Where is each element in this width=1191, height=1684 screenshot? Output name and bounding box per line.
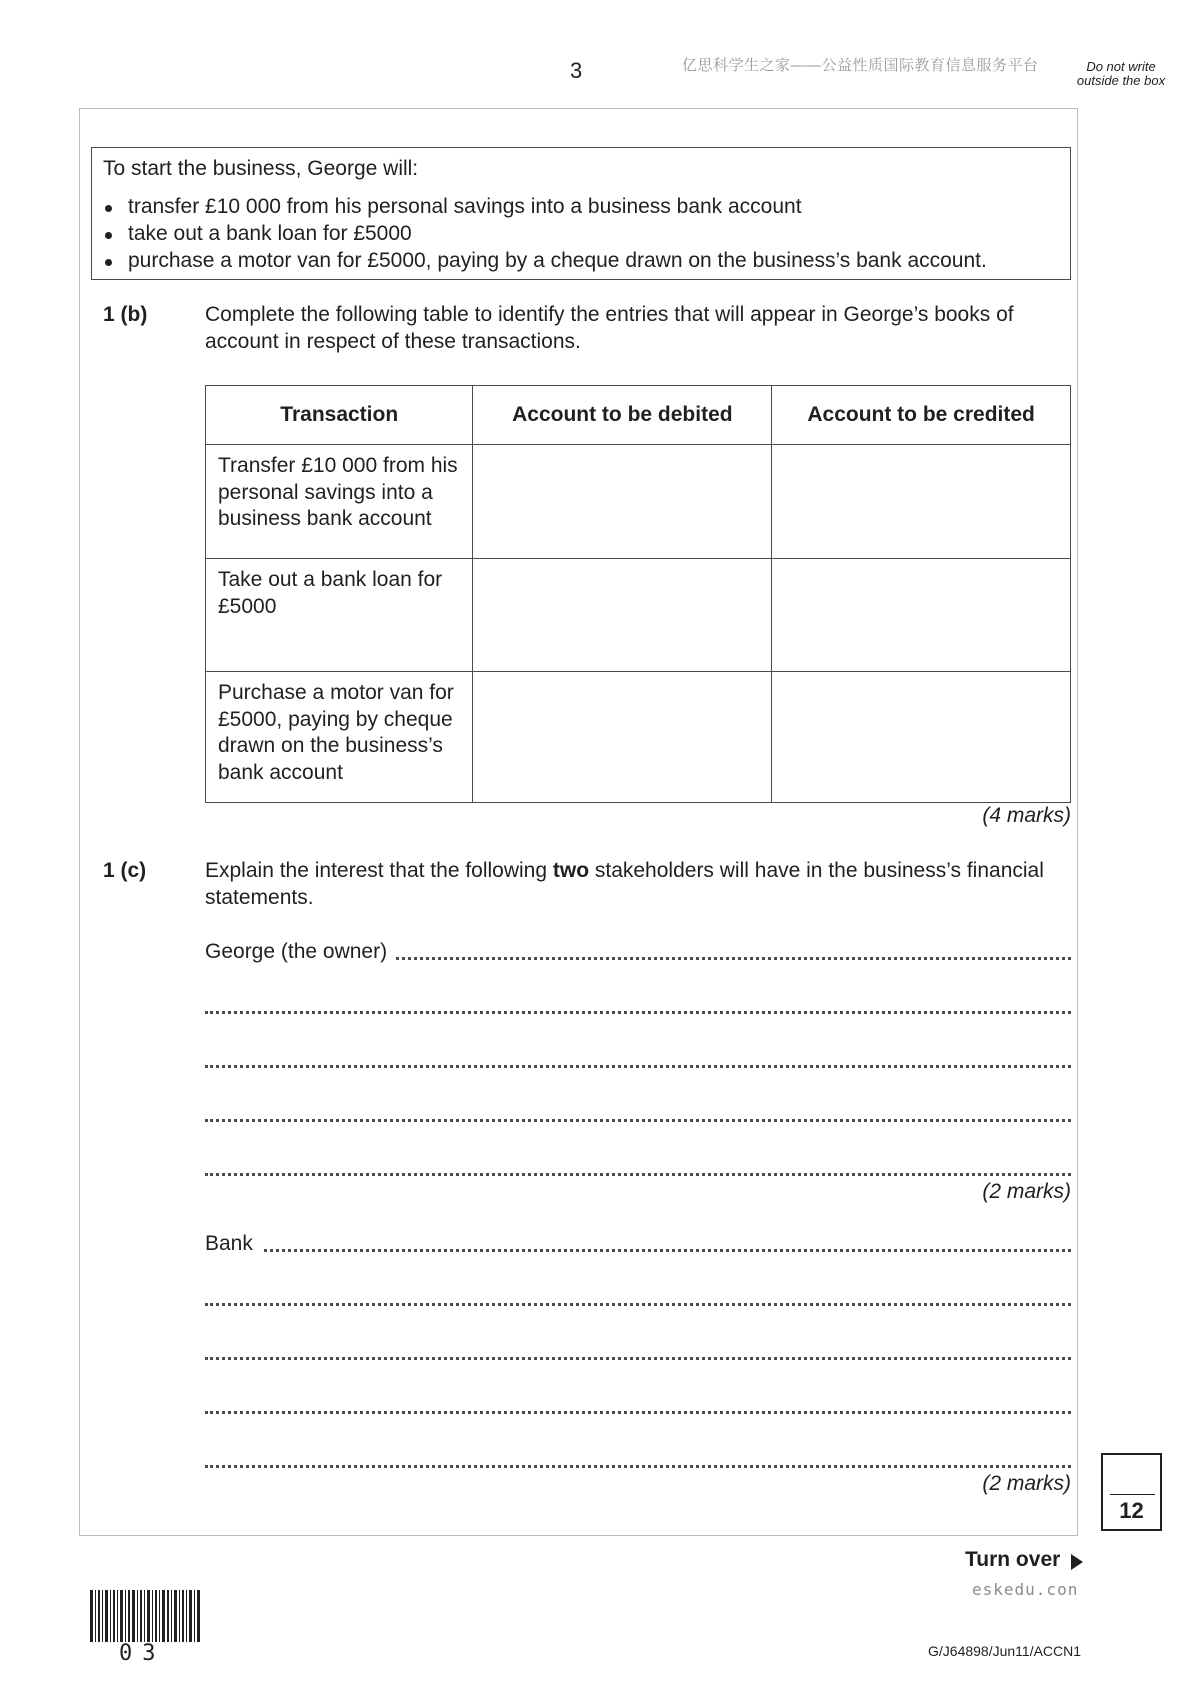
question-text-1c-emphasis: two	[552, 859, 590, 882]
column-header-debited: Account to be debited	[473, 386, 772, 445]
marks-1b: (4 marks)	[982, 804, 1071, 827]
transaction-cell: Purchase a motor van for £5000, paying by cheque drawn on the business’s bank account	[206, 672, 473, 803]
stakeholder-label-bank: Bank	[205, 1232, 261, 1256]
document-code: G/J64898/Jun11/ACCN1	[928, 1643, 1082, 1659]
marks-1c-bank: (2 marks)	[982, 1472, 1071, 1495]
answer-line[interactable]	[205, 1007, 1071, 1014]
debit-answer-cell[interactable]	[473, 445, 772, 559]
barcode-number: 03	[119, 1641, 166, 1666]
question-number-1c: 1 (c)	[103, 859, 147, 882]
info-intro: To start the business, George will:	[103, 157, 419, 180]
marks-1c-george: (2 marks)	[982, 1180, 1071, 1203]
table-row	[206, 445, 1071, 559]
answer-line[interactable]	[205, 1407, 1071, 1414]
turn-over-label: Turn over	[965, 1548, 1061, 1571]
play-arrow-icon	[1071, 1554, 1083, 1570]
question-text-1c	[205, 857, 1075, 911]
info-bullet: purchase a motor van for £5000, paying by a cheque drawn on the business’s bank account.	[103, 247, 987, 274]
page-number: 3	[570, 58, 583, 83]
score-total: 12	[1119, 1498, 1144, 1523]
question-number-1b: 1 (b)	[103, 303, 148, 326]
answer-line[interactable]	[205, 1115, 1071, 1122]
table-row	[206, 672, 1071, 803]
debit-answer-cell[interactable]	[473, 559, 772, 672]
stakeholder-label-george: George (the owner)	[205, 940, 395, 964]
answer-line[interactable]	[205, 1299, 1071, 1306]
info-bullet: take out a bank loan for £5000	[103, 220, 987, 247]
info-bullet-list	[103, 193, 987, 274]
answer-line[interactable]	[205, 1353, 1071, 1360]
margin-note: Do not write outside the box	[1076, 59, 1166, 88]
answer-line-bank[interactable]	[205, 1232, 1071, 1255]
answer-line[interactable]	[205, 1169, 1071, 1176]
entries-table	[205, 385, 1071, 803]
info-bullet: transfer £10 000 from his personal savings into a business bank account	[103, 193, 987, 220]
question-text-1c-part: Explain the interest that the following	[205, 859, 553, 882]
credit-answer-cell[interactable]	[772, 559, 1071, 672]
score-entry-line[interactable]	[1110, 1494, 1155, 1495]
transaction-cell: Take out a bank loan for £5000	[206, 559, 473, 672]
question-text-1b: Complete the following table to identify the entries that will appear in George’s books of account in respect of these transactions.	[205, 303, 1014, 353]
column-header-credited: Account to be credited	[772, 386, 1071, 445]
barcode-icon	[90, 1590, 200, 1642]
watermark-header: 亿思科学生之家——公益性质国际教育信息服务平台	[682, 57, 1039, 74]
question-text-1c-part: stakeholders will have in the business’s financial statements.	[205, 859, 1044, 909]
table-row	[206, 559, 1071, 672]
column-header-transaction: Transaction	[206, 386, 473, 445]
answer-line[interactable]	[205, 1061, 1071, 1068]
watermark-footer: eskedu.con	[972, 1580, 1079, 1599]
debit-answer-cell[interactable]	[473, 672, 772, 803]
credit-answer-cell[interactable]	[772, 445, 1071, 559]
transaction-cell: Transfer £10 000 from his personal savings into a business bank account	[206, 445, 473, 559]
credit-answer-cell[interactable]	[772, 672, 1071, 803]
answer-line-george[interactable]	[205, 940, 1071, 963]
table-header-row	[206, 386, 1071, 445]
answer-line[interactable]	[205, 1461, 1071, 1468]
